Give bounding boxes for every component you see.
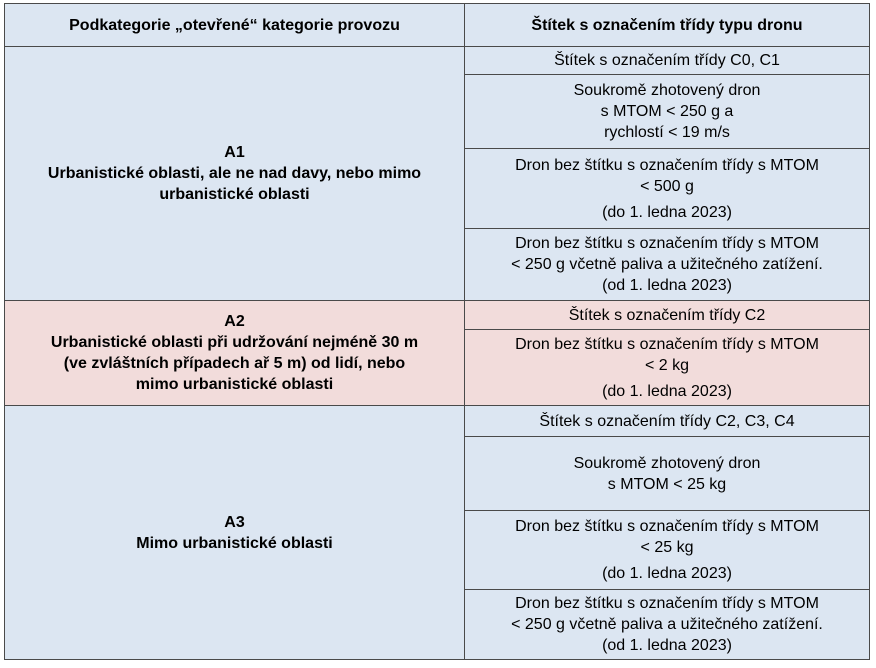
class-label-cell bbox=[465, 330, 870, 406]
cell-text-line: < 250 g včetně paliva a užitečného zatížení. bbox=[511, 256, 823, 273]
subcategory-description-line: mimo urbanistické oblasti bbox=[135, 376, 334, 393]
cell-text-line: Dron bez štítku s označením třídy s MTOM bbox=[515, 595, 819, 612]
subcategory-code: A1 bbox=[224, 144, 245, 161]
cell-text-line: Štítek s označením třídy C2, C3, C4 bbox=[539, 412, 795, 430]
cell-text-line: Dron bez štítku s označením třídy s MTOM bbox=[515, 156, 819, 174]
cell-text-line: Štítek s označením třídy C2 bbox=[568, 306, 766, 324]
header-class-label: Štítek s označením třídy typu dronu bbox=[465, 4, 870, 47]
drone-category-table bbox=[4, 3, 870, 660]
header-subcategory: Podkategorie „otevřené“ kategorie provozu bbox=[5, 4, 465, 47]
subcategory-description-line: Mimo urbanistické oblasti bbox=[136, 534, 333, 552]
cell-text-line: (do 1. ledna 2023) bbox=[602, 203, 732, 221]
class-label-cell bbox=[465, 229, 870, 301]
subcategory-a3 bbox=[5, 406, 465, 660]
class-label-cell bbox=[465, 406, 870, 437]
table-header-row bbox=[5, 4, 870, 47]
cell-text-line: Štítek s označením třídy C0, C1 bbox=[554, 52, 780, 69]
cell-text-line: < 2 kg bbox=[644, 356, 690, 374]
class-label-cell bbox=[465, 437, 870, 511]
subcategory-a1 bbox=[5, 47, 465, 301]
table-row bbox=[5, 301, 870, 330]
cell-text-line: < 25 kg bbox=[640, 539, 694, 556]
cell-text-line: Soukromě zhotovený dron bbox=[573, 82, 761, 99]
cell-text-line: Soukromě zhotovený dron bbox=[573, 454, 761, 472]
subcategory-a2 bbox=[5, 301, 465, 406]
subcategory-code: A2 bbox=[224, 313, 245, 330]
class-label-cell bbox=[465, 47, 870, 75]
subcategory-description-line: urbanistické oblasti bbox=[159, 186, 310, 203]
cell-text-line: rychlostí < 19 m/s bbox=[604, 124, 730, 141]
class-label-cell bbox=[465, 590, 870, 660]
class-label-cell bbox=[465, 75, 870, 149]
cell-text-line: < 500 g bbox=[640, 177, 694, 195]
cell-text-line: Dron bez štítku s označením třídy s MTOM bbox=[515, 235, 819, 252]
cell-text-line: (od 1. ledna 2023) bbox=[602, 637, 732, 654]
subcategory-code: A3 bbox=[224, 513, 245, 531]
subcategory-description-line: Urbanistické oblasti při udržování nejméně 30 m bbox=[50, 334, 419, 351]
table-row bbox=[5, 406, 870, 437]
subcategory-description-line: Urbanistické oblasti, ale ne nad davy, nebo mimo bbox=[47, 165, 422, 182]
cell-text-line: Dron bez štítku s označením třídy s MTOM bbox=[515, 335, 819, 353]
cell-text-line: (do 1. ledna 2023) bbox=[602, 565, 732, 582]
class-label-cell bbox=[465, 149, 870, 229]
cell-text-line: Dron bez štítku s označením třídy s MTOM bbox=[515, 518, 819, 535]
cell-text-line: < 250 g včetně paliva a užitečného zatížení. bbox=[511, 616, 823, 633]
cell-text-line: s MTOM < 25 kg bbox=[607, 475, 727, 493]
class-label-cell bbox=[465, 511, 870, 590]
class-label-cell bbox=[465, 301, 870, 330]
subcategory-description-line: (ve zvláštních případech ař 5 m) od lidí, nebo bbox=[63, 355, 406, 372]
table-row bbox=[5, 47, 870, 75]
cell-text-line: (od 1. ledna 2023) bbox=[602, 277, 732, 294]
cell-text-line: s MTOM < 250 g a bbox=[600, 103, 734, 120]
cell-text-line: (do 1. ledna 2023) bbox=[602, 382, 732, 400]
